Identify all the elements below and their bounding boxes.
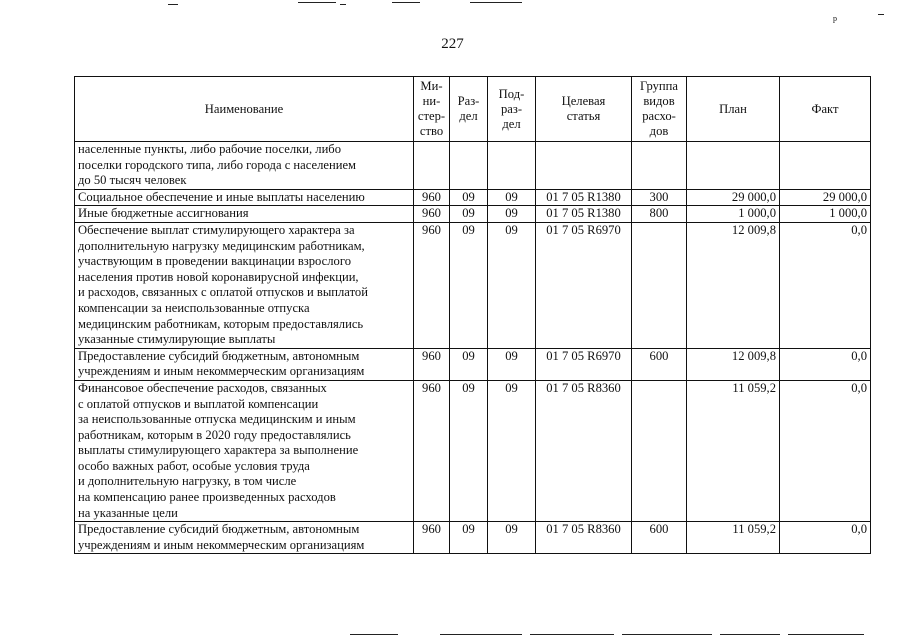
ministry-cell	[414, 142, 450, 190]
name-line: на указанные цели	[78, 505, 178, 520]
name-line: особо важных работ, особые условия труда	[78, 458, 310, 473]
ministry-cell: 960	[414, 206, 450, 223]
scan-artifact-line	[298, 2, 336, 3]
header-ministry-line: Ми-	[420, 79, 443, 93]
fact-cell: 1 000,0	[780, 206, 871, 223]
header-group-line: расхо-	[642, 109, 676, 123]
name-cell	[75, 380, 414, 521]
name-cell	[75, 142, 414, 190]
table-row	[75, 206, 871, 223]
target-cell: 01 7 05 R8360	[536, 522, 632, 554]
name-line: Социальное обеспечение и иные выплаты населению	[78, 189, 365, 204]
budget-table	[74, 76, 871, 554]
corner-mark: р	[833, 14, 837, 23]
name-line: Предоставление субсидий бюджетным, автономным	[78, 348, 360, 363]
section-cell: 09	[450, 348, 488, 380]
name-cell	[75, 522, 414, 554]
group-cell: 600	[632, 522, 687, 554]
section-cell: 09	[450, 189, 488, 206]
header-section	[450, 77, 488, 142]
group-cell: 300	[632, 189, 687, 206]
header-plan: План	[687, 77, 780, 142]
group-cell	[632, 142, 687, 190]
name-line: медицинским работникам, которым предоставлялись	[78, 316, 364, 331]
scan-artifact-line	[878, 14, 884, 15]
header-ministry-line: ство	[419, 124, 444, 138]
name-line: указанные стимулирующие выплаты	[78, 332, 276, 347]
group-cell	[632, 380, 687, 521]
name-line: и расходов, связанных с оплатой отпусков и выплатой	[78, 285, 368, 300]
table-row	[75, 222, 871, 348]
subsection-cell: 09	[488, 206, 536, 223]
subsection-cell: 09	[488, 348, 536, 380]
header-ministry-line: стер-	[417, 109, 446, 123]
header-ministry	[414, 77, 450, 142]
name-line: за неиспользованные отпуска медицинским и иным	[78, 412, 356, 427]
target-cell: 01 7 05 R6970	[536, 222, 632, 348]
header-group-line: дов	[649, 124, 669, 138]
plan-cell: 12 009,8	[687, 222, 780, 348]
ministry-cell: 960	[414, 380, 450, 521]
section-cell: 09	[450, 206, 488, 223]
target-cell	[536, 142, 632, 190]
target-cell: 01 7 05 R6970	[536, 348, 632, 380]
name-line: населения против новой коронавирусной инфекции,	[78, 269, 359, 284]
scan-artifact-line	[340, 4, 346, 5]
plan-cell: 11 059,2	[687, 522, 780, 554]
ministry-cell: 960	[414, 222, 450, 348]
header-group-line: видов	[643, 94, 675, 108]
name-line: с оплатой отпусков и выплатой компенсации	[78, 396, 319, 411]
ministry-cell: 960	[414, 348, 450, 380]
fact-cell: 29 000,0	[780, 189, 871, 206]
target-cell: 01 7 05 R1380	[536, 206, 632, 223]
header-ministry-line: ни-	[422, 94, 441, 108]
name-line: Иные бюджетные ассигнования	[78, 206, 249, 221]
group-cell: 800	[632, 206, 687, 223]
target-cell: 01 7 05 R8360	[536, 380, 632, 521]
table-row	[75, 142, 871, 190]
name-cell	[75, 206, 414, 223]
scan-artifact-line	[530, 634, 614, 635]
scan-artifact-line	[788, 634, 864, 635]
name-line: Финансовое обеспечение расходов, связанных	[78, 380, 327, 395]
name-line: дополнительную нагрузку медицинским работникам,	[78, 238, 365, 253]
name-cell	[75, 348, 414, 380]
name-line: участвующим в проведении вакцинации взрослого	[78, 254, 351, 269]
scan-artifact-line	[168, 4, 178, 5]
section-cell: 09	[450, 380, 488, 521]
header-subsection-line: раз-	[500, 101, 523, 116]
table-row	[75, 380, 871, 521]
table-row	[75, 348, 871, 380]
scan-artifact-line	[622, 634, 712, 635]
scan-artifact-line	[470, 2, 522, 3]
name-line: учреждениям и иным некоммерческим организациям	[78, 537, 365, 552]
plan-cell: 12 009,8	[687, 348, 780, 380]
name-cell	[75, 222, 414, 348]
name-line: поселки городского типа, либо города с населением	[78, 157, 357, 172]
header-subsection	[488, 77, 536, 142]
fact-cell: 0,0	[780, 380, 871, 521]
name-line: работникам, которым в 2020 году предоставлялись	[78, 427, 351, 442]
header-subsection-line: дел	[502, 116, 521, 131]
subsection-cell: 09	[488, 222, 536, 348]
name-line: населенные пункты, либо рабочие поселки, либо	[78, 142, 342, 156]
header-group-line: Группа	[640, 79, 678, 93]
group-cell: 600	[632, 348, 687, 380]
name-line: Обеспечение выплат стимулирующего характера за	[78, 222, 355, 237]
subsection-cell	[488, 142, 536, 190]
subsection-cell: 09	[488, 522, 536, 554]
name-line: выплаты стимулирующего характера за выполнение	[78, 443, 359, 458]
header-target	[536, 77, 632, 142]
table-body	[75, 142, 871, 554]
scan-artifact-line	[440, 634, 522, 635]
name-line: Предоставление субсидий бюджетным, автономным	[78, 522, 360, 537]
header-fact: Факт	[780, 77, 871, 142]
name-cell	[75, 189, 414, 206]
scan-artifact-line	[720, 634, 780, 635]
target-cell: 01 7 05 R1380	[536, 189, 632, 206]
subsection-cell: 09	[488, 380, 536, 521]
fact-cell: 0,0	[780, 222, 871, 348]
header-name: Наименование	[75, 77, 414, 142]
header-section-line: Раз-	[457, 94, 480, 108]
name-line: компенсации за неиспользованные отпуска	[78, 300, 310, 315]
table-row	[75, 522, 871, 554]
name-line: учреждениям и иным некоммерческим организациям	[78, 364, 365, 379]
scan-artifact-line	[392, 2, 420, 3]
table-header-row	[75, 77, 871, 142]
fact-cell: 0,0	[780, 522, 871, 554]
plan-cell: 1 000,0	[687, 206, 780, 223]
table-row	[75, 189, 871, 206]
name-line: на компенсацию ранее произведенных расходов	[78, 490, 336, 505]
plan-cell: 29 000,0	[687, 189, 780, 206]
fact-cell: 0,0	[780, 348, 871, 380]
section-cell: 09	[450, 222, 488, 348]
name-line: до 50 тысяч человек	[78, 173, 187, 188]
section-cell: 09	[450, 522, 488, 554]
header-target-line: статья	[566, 109, 601, 123]
header-section-line: дел	[459, 109, 478, 123]
scan-artifact-line	[350, 634, 398, 635]
plan-cell	[687, 142, 780, 190]
page-number: 227	[441, 36, 464, 52]
subsection-cell: 09	[488, 189, 536, 206]
fact-cell	[780, 142, 871, 190]
group-cell	[632, 222, 687, 348]
ministry-cell: 960	[414, 522, 450, 554]
plan-cell: 11 059,2	[687, 380, 780, 521]
section-cell	[450, 142, 488, 190]
header-target-line: Целевая	[561, 94, 606, 108]
ministry-cell: 960	[414, 189, 450, 206]
header-group	[632, 77, 687, 142]
header-subsection-line: Под-	[498, 86, 525, 101]
name-line: и дополнительную нагрузку, в том числе	[78, 474, 297, 489]
